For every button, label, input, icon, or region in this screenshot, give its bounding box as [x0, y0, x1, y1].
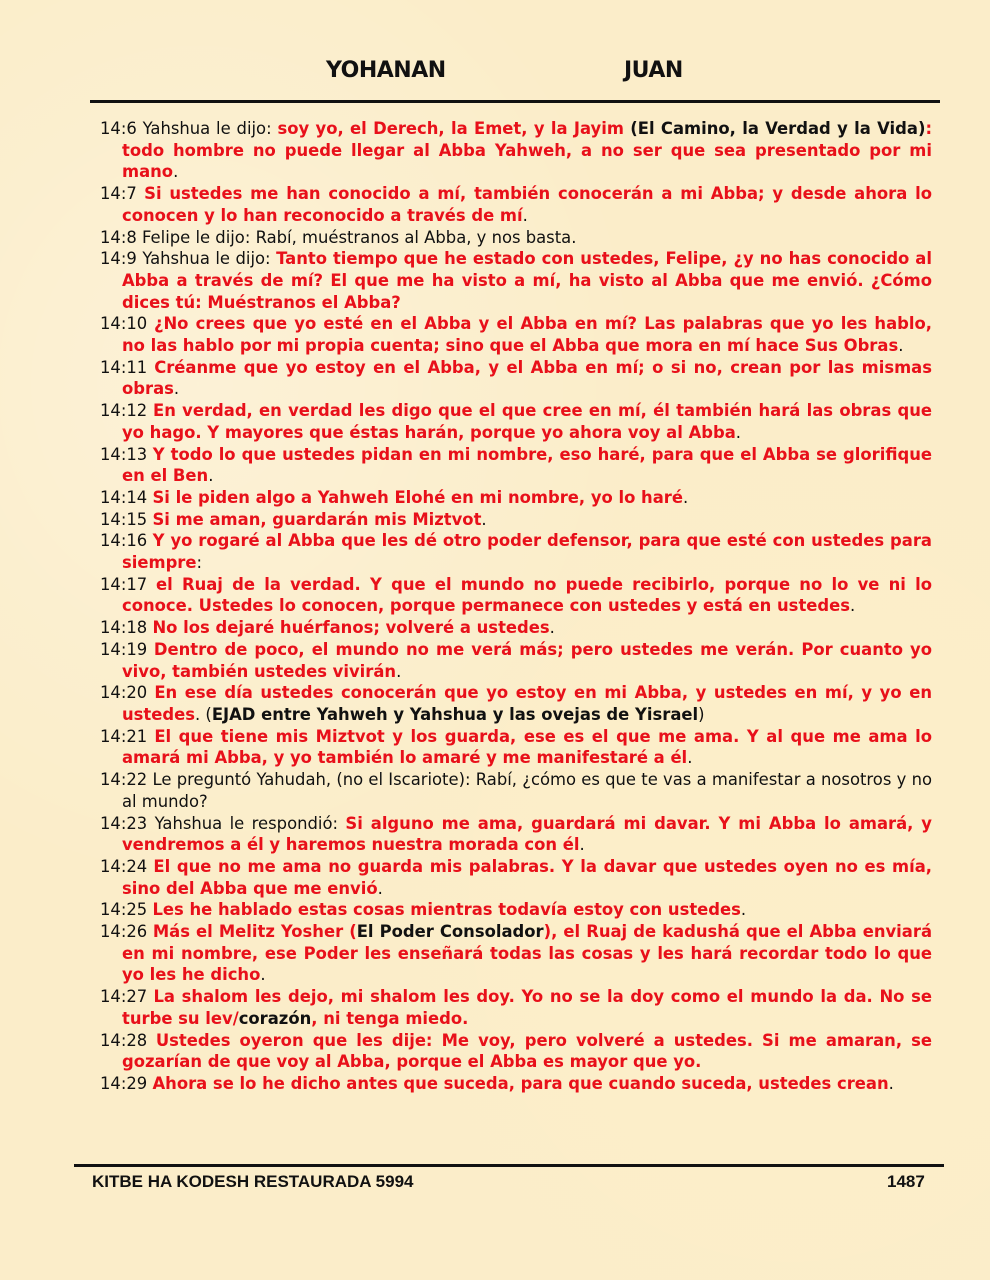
verse-text: . — [481, 509, 487, 529]
verse-text: : — [196, 553, 203, 573]
verse-quote-text: Les he hablado estas cosas mientras todavía estoy con ustedes — [152, 900, 741, 920]
verse-number: 14:23 — [100, 813, 148, 833]
verse-number: 14:15 — [100, 509, 148, 529]
verse-text: . — [683, 487, 689, 507]
verse-number: 14:22 — [100, 770, 148, 790]
verse — [100, 227, 932, 249]
verse — [100, 400, 932, 443]
verse-number: 14:21 — [100, 726, 148, 746]
verse-text: . — [888, 1073, 894, 1093]
verse-text: . — [208, 466, 214, 486]
verse-quote-text: En ese día ustedes conocerán que yo estoy en mi Abba, y ustedes en mí, y yo en ustedes — [122, 683, 932, 724]
footer-book-edition: KITBE HA KODESH RESTAURADA 5994 — [92, 1172, 414, 1191]
verse-quote-text: El que tiene mis Miztvot y los guarda, ese es el que me ama. Y al que me ama lo amará mi Abba, y yo también lo amaré y me manifestaré a él — [122, 726, 932, 768]
verse-text: . ( — [194, 704, 212, 724]
verse-text: ) — [698, 704, 705, 724]
verse-quote-text: Si le piden algo a Yahweh Elohé en mi nombre, yo lo haré — [152, 487, 683, 507]
verse — [100, 574, 932, 617]
page-header — [0, 58, 990, 88]
verse-text: Yahshua le respondió: — [147, 813, 346, 833]
verse-number: 14:29 — [100, 1073, 148, 1093]
verse-text — [147, 1031, 156, 1050]
verse-quote-text: : todo hombre no puede llegar al Abba Yahweh, a no ser que sea presentado por mi mano — [122, 119, 933, 182]
verse-number: 14:6 — [100, 119, 137, 138]
verse-text: . — [173, 162, 179, 182]
verse-number: 14:27 — [100, 987, 148, 1007]
verse-number: 14:8 — [100, 227, 137, 247]
verse — [100, 1073, 932, 1095]
footer-rule — [74, 1164, 944, 1167]
verse-number: 14:7 — [100, 184, 137, 204]
verse-text: Le preguntó Yahudah, (no el Iscariote): Rabí, ¿cómo es que te vas a manifestar a nosotros y no al mundo? — [122, 770, 932, 811]
verse — [100, 726, 932, 769]
verse-text — [147, 640, 154, 659]
verse-text: Yahshua le dijo: — [136, 249, 277, 269]
verse-quote-text: Tanto tiempo que he estado con ustedes, Felipe, ¿y no has conocido al Abba a través de mí? El que me ha visto a mí, ha visto al Abba que me envió. ¿Cómo dices tú: Muéstranos el Abba? — [122, 249, 932, 312]
verse-gloss-text: EJAD entre Yahweh y Yahshua y las ovejas de Yisrael — [211, 704, 699, 724]
verse-quote-text: Si alguno me ama, guardará mi davar. Y mi Abba lo amará, y vendremos a él y haremos nuestra morada con él — [122, 813, 932, 855]
verse — [100, 118, 932, 183]
verse-number: 14:26 — [100, 922, 148, 942]
verse-gloss-text: El Poder Consolador — [356, 922, 544, 942]
verse — [100, 986, 932, 1029]
verse-text — [147, 575, 156, 594]
verse-quote-text: Dentro de poco, el mundo no me verá más; pero ustedes me verán. Por cuanto yo vivo, también ustedes vivirán — [122, 639, 932, 681]
verse-quote-text: Más el Melitz Yosher ( — [152, 922, 357, 942]
verse — [100, 183, 932, 226]
book-title-hebrew: YOHANAN — [326, 58, 446, 83]
verse — [100, 682, 932, 725]
verse — [100, 769, 932, 812]
verse — [100, 921, 932, 986]
verse-quote-text: el Ruaj de la verdad. Y que el mundo no puede recibirlo, porque no lo ve ni lo conoce. Ustedes lo conocen, porque permanece con ustedes y está en ustedes — [122, 574, 932, 616]
verse-gloss-text: (El Camino, la Verdad y la Vida) — [630, 119, 926, 138]
verse-quote-text: Si ustedes me han conocido a mí, también conocerán a mi Abba; y desde ahora lo conocen y lo han reconocido a través de mí — [122, 184, 932, 225]
verse-quote-text: Créanme que yo estoy en el Abba, y el Abba en mí; o si no, crean por las mismas obras — [122, 357, 932, 399]
verse-text: . — [850, 596, 856, 616]
verse — [100, 357, 932, 400]
verse-number: 14:28 — [100, 1030, 148, 1050]
verse-quote-text: No los dejaré huérfanos; volveré a ustedes — [152, 618, 550, 638]
verse-quote-text: Si me aman, guardarán mis Miztvot — [152, 509, 482, 529]
verse-number: 14:14 — [100, 487, 148, 507]
verse — [100, 530, 932, 573]
verse — [100, 487, 932, 509]
verse-quote-text: ), el Ruaj de kadushá que el Abba enviará en mi nombre, ese Poder les enseñará todas las cosas y les hará recordar todo lo que yo les he dicho — [122, 922, 933, 985]
verse — [100, 899, 932, 921]
verse — [100, 856, 932, 899]
verse-text: Felipe le dijo: Rabí, muéstranos al Abba, y nos basta. — [136, 227, 577, 247]
verse-number: 14:16 — [100, 531, 148, 551]
verse — [100, 509, 932, 531]
verse — [100, 1030, 932, 1073]
verse-text: Yahshua le dijo: — [136, 119, 278, 138]
verse — [100, 639, 932, 682]
verse-text: . — [740, 900, 747, 920]
verse-text: . — [522, 205, 528, 225]
verse — [100, 313, 932, 356]
verse-quote-text: Ahora se lo he dicho antes que suceda, para que cuando suceda, ustedes crean — [152, 1073, 889, 1093]
verse-text: . — [377, 878, 383, 898]
verse — [100, 444, 932, 487]
verse — [100, 248, 932, 313]
page-number: 1487 — [887, 1172, 925, 1191]
verse-quote-text: En verdad, en verdad les digo que el que cree en mí, él también hará las obras que yo hago. Y mayores que éstas harán, porque yo ahora voy al Abba — [122, 401, 932, 442]
verse-text — [147, 314, 154, 333]
verse-quote-text: ¿No crees que yo esté en el Abba y el Abba en mí? Las palabras que yo les hablo, no las hablo por mi propia cuenta; sino que el Abba que mora en mí hace Sus Obras — [122, 314, 932, 356]
header-rule — [90, 100, 940, 103]
verse-number: 14:13 — [100, 444, 148, 464]
verse-number: 14:17 — [100, 574, 148, 594]
verse-text: . — [898, 336, 904, 356]
verse-number: 14:20 — [100, 683, 148, 703]
book-title-spanish: JUAN — [624, 58, 683, 83]
verse-text: . — [735, 422, 741, 442]
verse — [100, 813, 932, 856]
verse-quote-text: Y yo rogaré al Abba que les dé otro poder defensor, para que esté con ustedes para siempre — [122, 531, 932, 573]
verse-quote-text: Y todo lo que ustedes pidan en mi nombre, eso haré, para que el Abba se glorifique en el Ben — [122, 444, 932, 486]
verse-text: . — [173, 379, 180, 399]
verse-quote-text: soy yo, el Derech, la Emet, y la Jayim — [277, 119, 631, 138]
verse-number: 14:19 — [100, 639, 148, 659]
verse-quote-text: El que no me ama no guarda mis palabras. Y la davar que ustedes oyen no es mía, sino del Abba que me envió — [122, 856, 932, 898]
verse-quote-text: Ustedes oyeron que les dije: Me voy, pero volveré a ustedes. Si me amaran, se gozarían de que voy al Abba, porque el Abba es mayor que yo. — [122, 1030, 933, 1072]
verse-number: 14:11 — [100, 357, 148, 377]
verse-number: 14:25 — [100, 900, 148, 920]
verse-text: . — [687, 748, 693, 768]
verse-quote-text: , ni tenga miedo. — [311, 1008, 469, 1028]
verse-text: . — [260, 965, 266, 985]
verse-text: . — [579, 835, 585, 855]
verse — [100, 617, 932, 639]
verse-number: 14:24 — [100, 856, 148, 876]
verse-list — [100, 118, 932, 1095]
verse-gloss-text: corazón — [238, 1008, 312, 1028]
verse-number: 14:18 — [100, 618, 148, 638]
verse-number: 14:10 — [100, 314, 148, 334]
verse-number: 14:12 — [100, 401, 148, 421]
verse-text: . — [396, 661, 402, 681]
verse-text: . — [549, 618, 555, 638]
verse-quote-text: La shalom les dejo, mi shalom les doy. Yo no se la doy como el mundo la da. No se turbe su lev/ — [122, 987, 932, 1028]
verse-number: 14:9 — [100, 249, 137, 269]
